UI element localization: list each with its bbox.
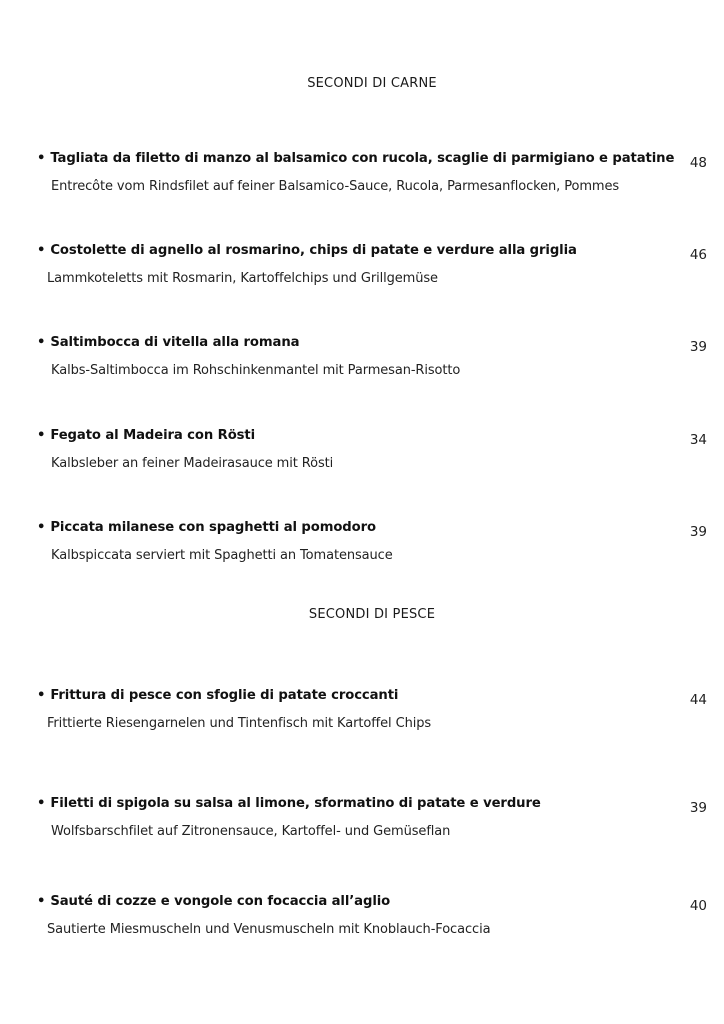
item-price: 48 (689, 155, 707, 171)
item-description: Kalbs-Saltimbocca im Rohschinkenmantel mit Parmesan-Risotto (51, 363, 461, 378)
bullet-icon: • (37, 894, 46, 909)
item-name: Costolette di agnello al rosmarino, chips di patate e verdure alla griglia (50, 243, 577, 258)
item-price: 39 (689, 800, 707, 816)
bullet-icon: • (37, 243, 46, 258)
item-description: Kalbspiccata serviert mit Spaghetti an Tomatensauce (51, 548, 393, 563)
item-price: 40 (689, 898, 707, 914)
item-price: 46 (689, 247, 707, 263)
item-description: Sautierte Miesmuscheln und Venusmuscheln mit Knoblauch-Focaccia (47, 922, 491, 937)
bullet-icon: • (37, 688, 46, 703)
section-title-meat: SECONDI DI CARNE (307, 76, 437, 91)
item-description: Kalbsleber an feiner Madeirasauce mit Rösti (51, 456, 334, 471)
menu-item (37, 243, 724, 293)
bullet-icon: • (37, 151, 46, 166)
menu-item (37, 151, 724, 201)
item-description: Lammkoteletts mit Rosmarin, Kartoffelchips und Grillgemüse (47, 271, 438, 286)
menu-item (37, 688, 724, 738)
menu-item (37, 520, 724, 570)
bullet-icon: • (37, 520, 46, 535)
item-description: Wolfsbarschfilet auf Zitronensauce, Kartoffel- und Gemüseflan (51, 824, 451, 839)
item-name: Saltimbocca di vitella alla romana (50, 335, 300, 350)
section-title-fish: SECONDI DI PESCE (308, 607, 436, 622)
menu-item (37, 335, 724, 385)
item-name: Fegato al Madeira con Rösti (50, 428, 256, 443)
item-name: Sauté di cozze e vongole con focaccia all’aglio (50, 894, 391, 909)
item-price: 44 (689, 692, 707, 708)
item-price: 39 (689, 524, 707, 540)
item-description: Frittierte Riesengarnelen und Tintenfisch mit Kartoffel Chips (47, 716, 432, 731)
menu-item (37, 428, 724, 478)
item-price: 34 (689, 432, 707, 448)
menu-item (37, 894, 724, 944)
item-price: 39 (689, 339, 707, 355)
item-description: Entrecôte vom Rindsfilet auf feiner Balsamico-Sauce, Rucola, Parmesanflocken, Pommes (51, 179, 620, 194)
item-name: Filetti di spigola su salsa al limone, sformatino di patate e verdure (50, 796, 541, 811)
bullet-icon: • (37, 796, 46, 811)
menu-item (37, 796, 724, 846)
item-name: Piccata milanese con spaghetti al pomodoro (50, 520, 376, 535)
item-name: Tagliata da filetto di manzo al balsamico con rucola, scaglie di parmigiano e patatine (50, 151, 675, 166)
item-name: Frittura di pesce con sfoglie di patate croccanti (50, 688, 399, 703)
bullet-icon: • (37, 335, 46, 350)
bullet-icon: • (37, 428, 46, 443)
